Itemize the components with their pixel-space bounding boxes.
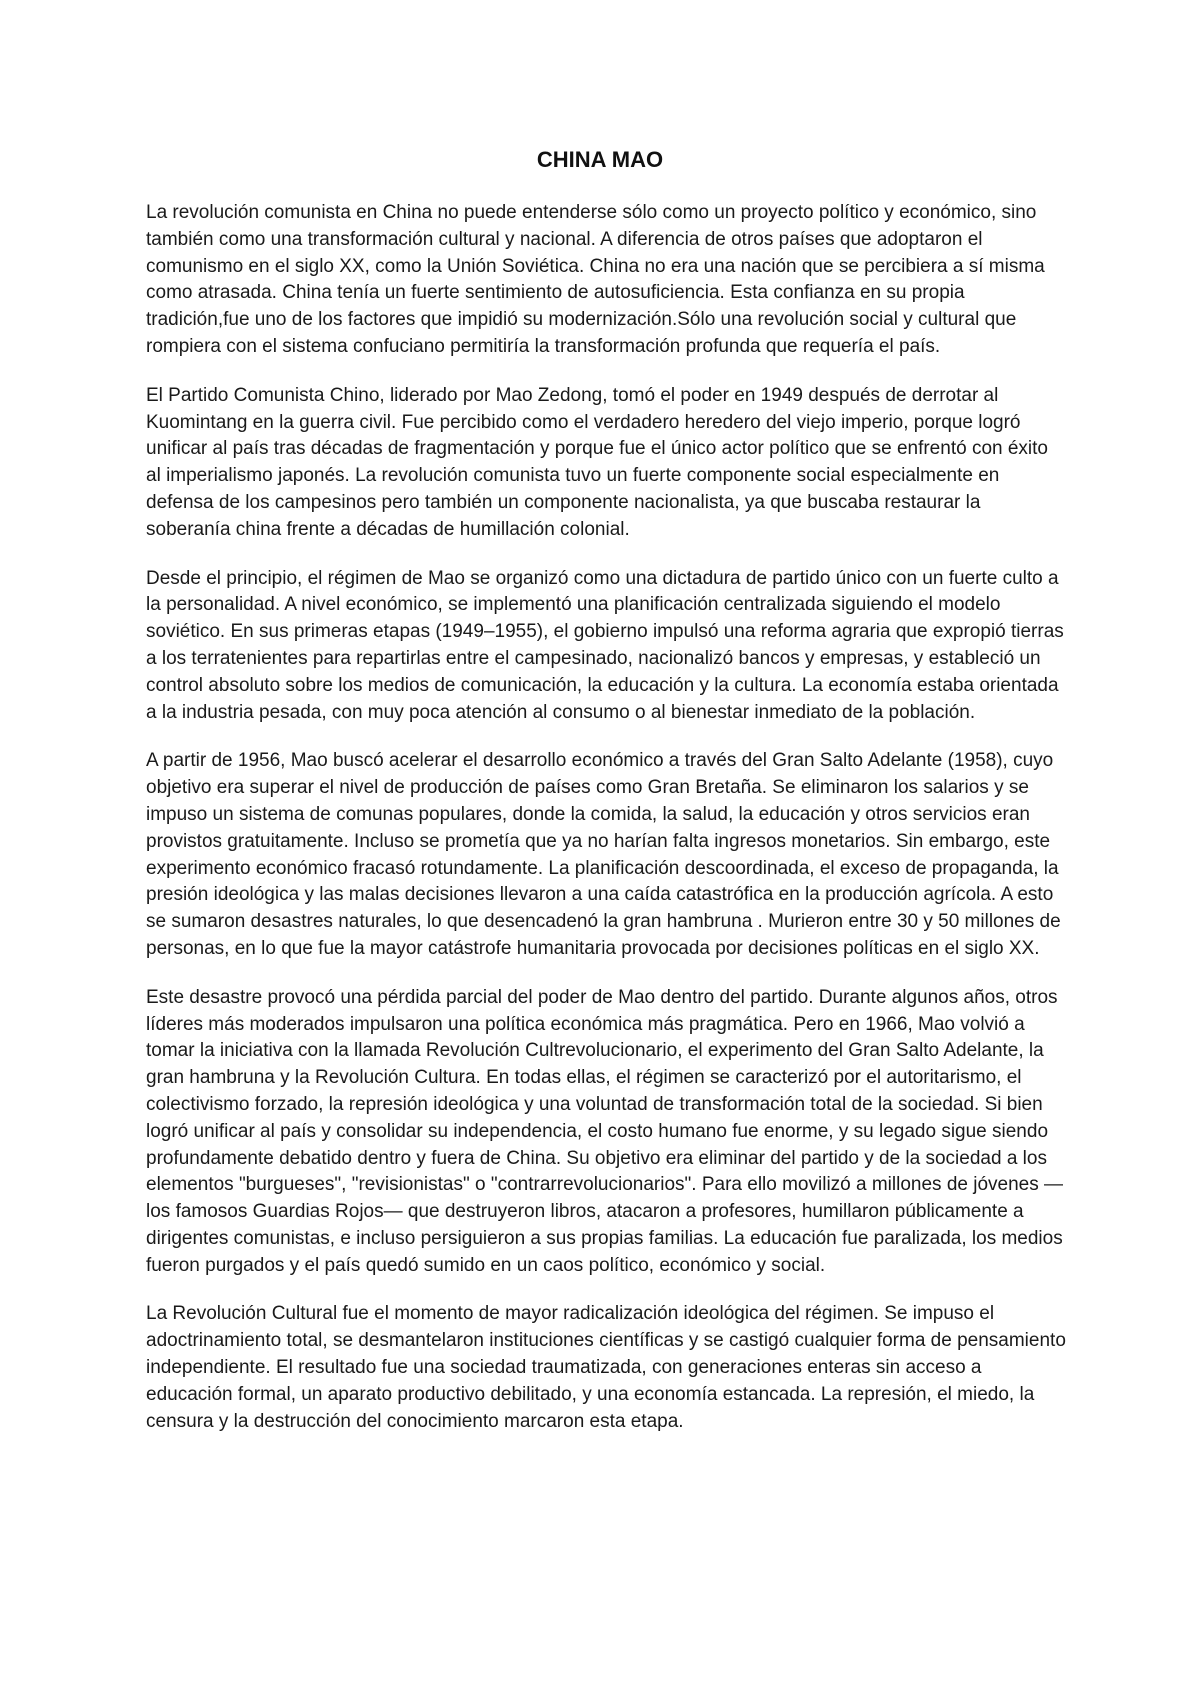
page-title: CHINA MAO: [536, 147, 664, 172]
paragraph-regimen-mao: Desde el principio, el régimen de Mao se organizó como una dictadura de partido único con un fuerte culto a la personalidad. A nivel económico, se implementó una planificación centralizada siguiendo el modelo soviético. En sus primeras etapas (1949–1955), el gobierno impulsó una reforma agraria que expropió tierras a los terratenientes para repartirlas entre el campesinado, nacionalizó bancos y empresas, y estableció un control absoluto sobre los medios de comunicación, la educación y la cultura. La economía estaba orientada a la industria pesada, con muy poca atención al consumo o al bienestar inmediato de la población.: [146, 567, 1064, 723]
paragraph-revolucion-cultural-conclusion: La Revolución Cultural fue el momento de mayor radicalización ideológica del régimen. Se impuso el adoctrinamiento total, se desmantelaron instituciones científicas y se castigó cualquier forma de pensamiento independiente. El resultado fue una sociedad traumatizada, con generaciones enteras sin acceso a educación formal, un aparato productivo debilitado, y una economía estancada. La represión, el miedo, la censura y la destrucción del conocimiento marcaron esta etapa.: [146, 1303, 1066, 1432]
document-body: [146, 200, 1066, 1457]
paragraph-gran-salto: A partir de 1956, Mao buscó acelerar el desarrollo económico a través del Gran Salto Adelante (1958), cuyo objetivo era superar el nivel de producción de países como Gran Bretaña. Se eliminaron los salarios y se impuso un sistema de comunas populares, donde la comida, la salud, la educación y otros servicios eran provistos gratuitamente. Incluso se prometía que ya no harían falta ingresos monetarios. Sin embargo, este experimento económico fracasó rotundamente. La planificación descoordinada, el exceso de propaganda, la presión ideológica y las malas decisiones llevaron a una caída catastrófica en la producción agrícola. A esto se sumaron desastres naturales, lo que desencadenó la gran hambruna . Murieron entre 30 y 50 millones de personas, en lo que fue la mayor catástrofe humanitaria provocada por decisiones políticas en el siglo XX.: [146, 750, 1061, 959]
paragraph-revolucion-cultural-inicio: Este desastre provocó una pérdida parcial del poder de Mao dentro del partido. Durante algunos años, otros líderes más moderados impulsaron una política económica más pragmática. Pero en 1966, Mao volvió a tomar la iniciativa con la llamada Revolución Cultrevolucionario, el experimento del Gran Salto Adelante, la gran hambruna y la Revolución Cultura. En todas ellas, el régimen se caracterizó por el autoritarismo, el colectivismo forzado, la represión ideológica y una voluntad de transformación total de la sociedad. Si bien logró unificar al país y consolidar su independencia, el costo humano fue enorme, y su legado sigue siendo profundamente debatido dentro y fuera de China. Su objetivo era eliminar del partido y de la sociedad a los elementos "burgueses", "revisionistas" o "contrarrevolucionarios". Para ello movilizó a millones de jóvenes —los famosos Guardias Rojos— que destruyeron libros, atacaron a profesores, humillaron públicamente a dirigentes comunistas, e incluso persiguieron a sus propias familias. La educación fue paralizada, los medios fueron purgados y el país quedó sumido en un caos político, económico y social.: [146, 986, 1064, 1276]
paragraph-intro: La revolución comunista en China no puede entenderse sólo como un proyecto político y económico, sino también como una transformación cultural y nacional. A diferencia de otros países que adoptaron el comunismo en el siglo XX, como la Unión Soviética. China no era una nación que se percibiera a sí misma como atrasada. China tenía un fuerte sentimiento de autosuficiencia. Esta confianza en su propia tradición,fue uno de los factores que impidió su modernización.Sólo una revolución social y cultural que rompiera con el sistema confuciano permitiría la transformación profunda que requería el país.: [146, 202, 1045, 357]
paragraph-partido-comunista: El Partido Comunista Chino, liderado por Mao Zedong, tomó el poder en 1949 después de derrotar al Kuomintang en la guerra civil. Fue percibido como el verdadero heredero del viejo imperio, porque logró unificar al país tras décadas de fragmentación y porque fue el único actor político que se enfrentó con éxito al imperialismo japonés. La revolución comunista tuvo un fuerte componente social especialmente en defensa de los campesinos pero también un componente nacionalista, ya que buscaba restaurar la soberanía china frente a décadas de humillación colonial.: [146, 384, 1048, 540]
